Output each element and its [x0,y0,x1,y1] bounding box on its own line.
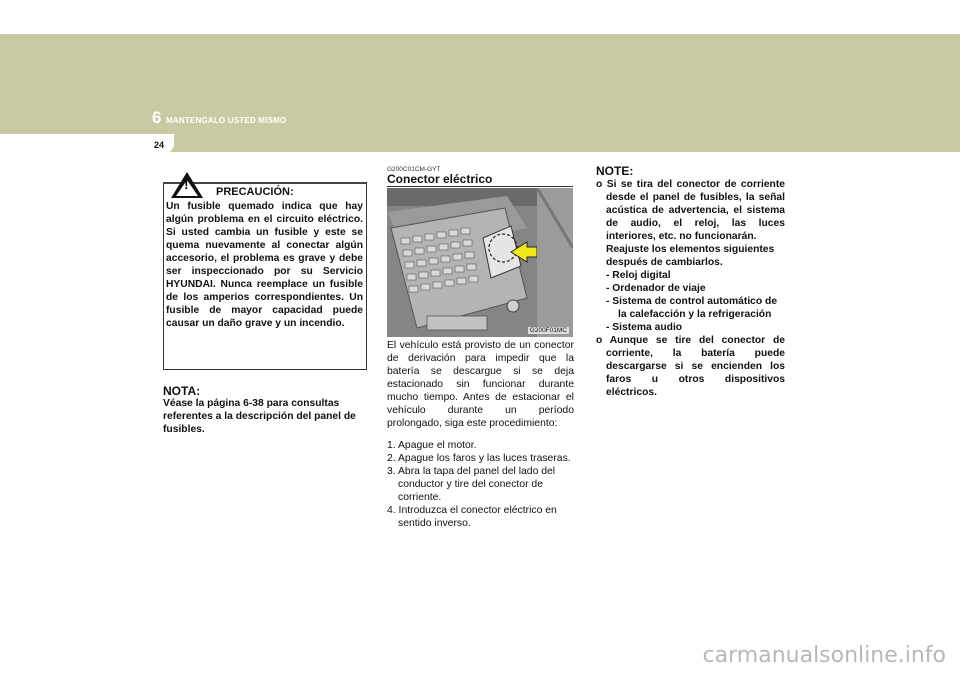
section-title-rule [387,186,573,187]
header-band [0,34,960,134]
note-item [596,334,785,399]
step-item: 3. Abra la tapa del panel del lado del conductor y tire del conector de corriente. [387,466,556,503]
photo-caption: G200F01MC [529,327,567,334]
note-sub-item: - Sistema audio [606,322,683,333]
note-title: NOTE: [596,164,634,178]
fuse-panel-illustration [387,188,573,337]
step-item: 4. Introduzca el conector eléctrico en sentido inverso. [387,505,557,529]
note-item-text: o Aunque se tire del conector de corriente, la batería puede descargarse si se encienden los faros u otros dispositivos eléctricos. [596,335,785,398]
watermark: carmanualsonline.info [702,643,946,668]
section-title: Conector eléctrico [387,172,493,186]
note-sub-item: - Ordenador de viaje [606,283,706,294]
caution-title: PRECAUCIÓN: [216,186,294,198]
note-sub-item: - Sistema de control automático de la calefacción y la refrigeración [606,296,778,320]
fuse-panel-photo [387,188,573,337]
steps-list [387,439,574,530]
caution-body: Un fusible quemado indica que hay algún problema en el circuito eléctrico. Si usted cambia un fusible y este se quema nuevamente al conectar algún accesorio, el problema es grave y debe ser inspeccionado por su Servicio HYUNDAI. Nunca reemplace un fusible de los amperios correspondientes. Un fusible de mayor capacidad puede causar un daño grave y un incendio. [166,201,363,329]
note-body [596,178,785,399]
step-item: 1. Apague el motor. [387,440,477,451]
section-intro: El vehículo está provisto de un conector de derivación para impedir que la batería se descargue si se deja estacionado sin funcionar durante mucho tiempo. Antes de estacionar el vehículo durante un período prolongado, siga este procedimiento: [387,340,574,429]
note-item-extra: Reajuste los elementos siguientes después de cambiarlos. [606,244,775,268]
header-band-lower [138,134,960,152]
exclamation-icon: ! [184,176,189,192]
nota-title: NOTA: [163,384,201,398]
step-item: 2. Apague los faros y las luces traseras. [387,453,571,464]
section-code: G200C01CM-GYT [387,166,441,173]
nota-body: Véase la página 6-38 para consultas referentes a la descripción del panel de fusibles. [163,398,356,435]
note-sub-item: - Reloj digital [606,270,671,281]
note-item [596,178,785,243]
chapter-title: MANTENGALO USTED MISMO [166,116,287,125]
chapter-number: 6 [152,108,162,127]
note-item-text: o Si se tira del conector de corriente desde el panel de fusibles, la señal acústica de advertencia, el sistema de audio, el reloj, las luces interiores, etc. no funcionarán. [596,179,785,242]
page-number: 24 [154,140,165,150]
